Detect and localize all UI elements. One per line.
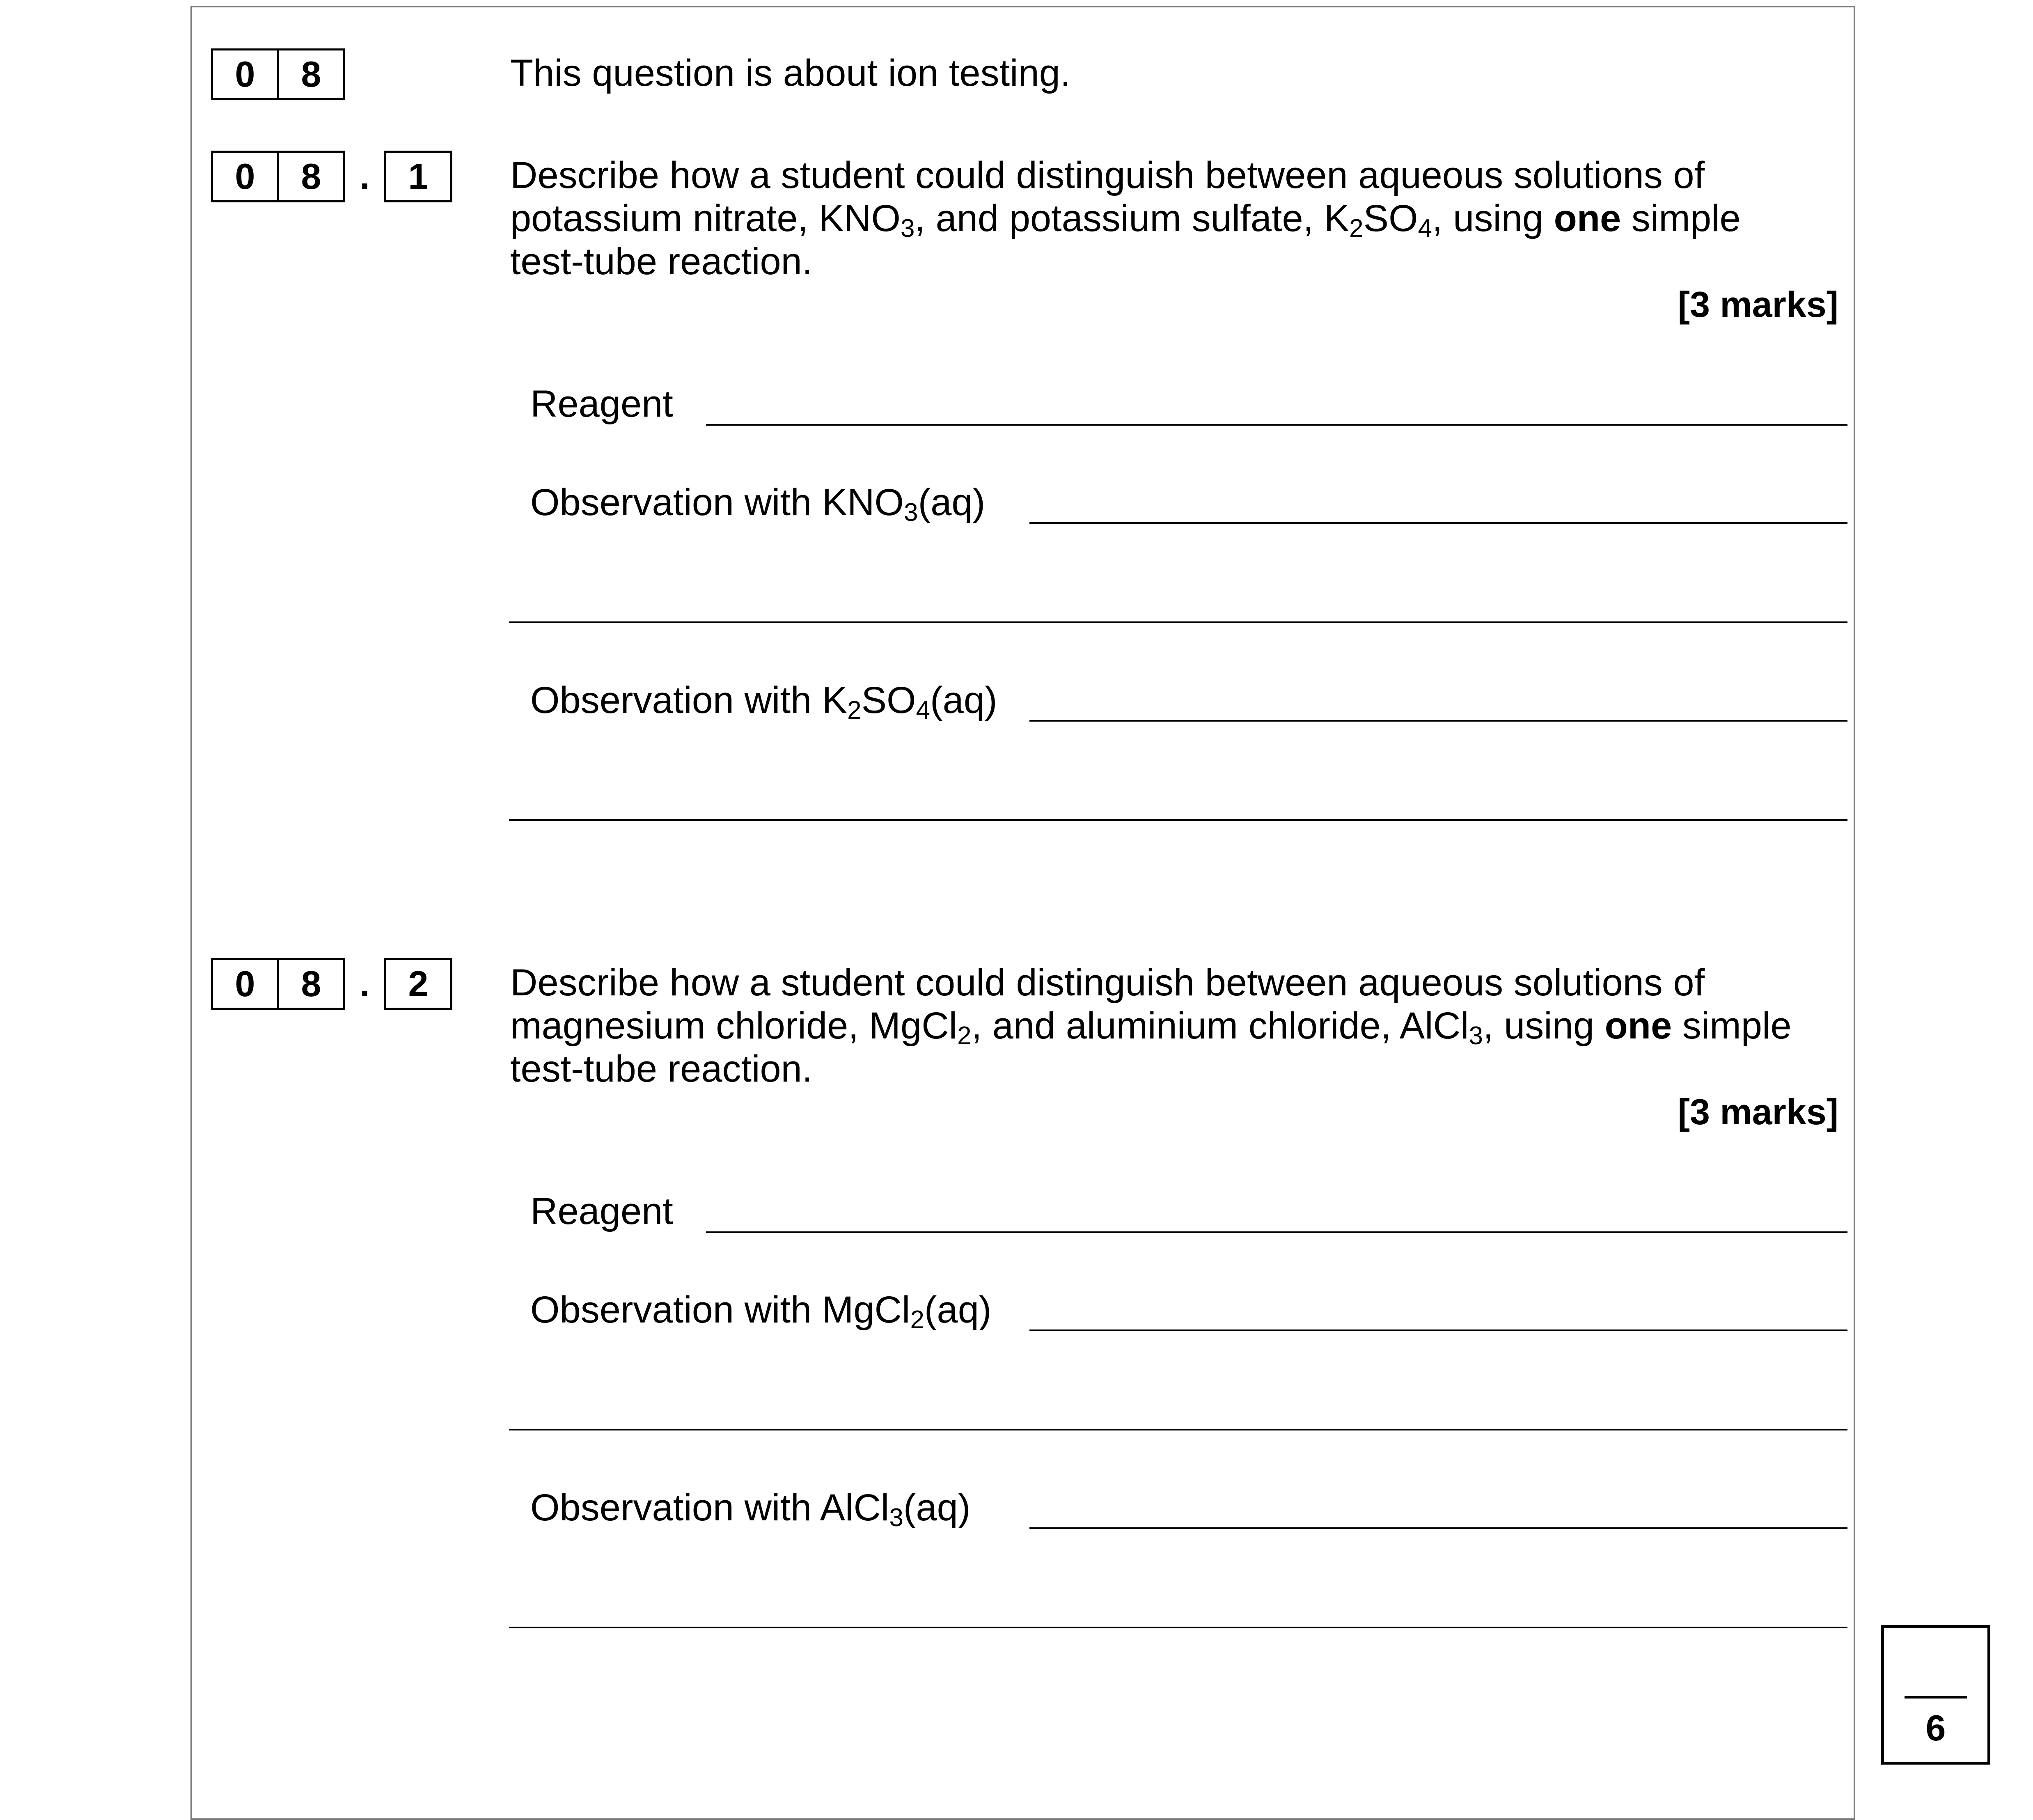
total-divider	[1905, 1696, 1967, 1699]
part-2-observation-2-label: Observation with AlCl$_3$(aq)	[530, 1487, 971, 1532]
page-total-value: 6	[1925, 1708, 1946, 1748]
part-1-observation-1-answer-line[interactable]	[1029, 522, 1847, 524]
part-1-observation-1-label: Observation with $KNO_3(aq)$	[530, 481, 986, 527]
part-subdigit: 1	[384, 151, 452, 202]
question-intro: This question is about ion testing.	[510, 52, 1071, 94]
part-1-text-line2: potassium nitrate, $KNO_3$, and potassium sulfate, $K_2SO_4$, using one simple	[510, 197, 1741, 243]
part-1-reagent-label: Reagent	[530, 383, 673, 425]
question-number-box	[211, 48, 345, 100]
part-1-observation-2-answer-line-2[interactable]	[509, 819, 1847, 821]
part-2-observation-2-answer-line-2[interactable]	[509, 1627, 1847, 1628]
part-2-text-line3: test-tube reaction.	[510, 1048, 813, 1090]
question-digit: 0	[211, 48, 279, 100]
part-1-observation-1-answer-line-2[interactable]	[509, 621, 1847, 623]
page-total-box	[1881, 1625, 1990, 1765]
part-1-marks: [3 marks]	[1678, 284, 1838, 325]
part-2-text-line1: Describe how a student could distinguish between aqueous solutions of	[510, 962, 1705, 1004]
part-1-text-line1: Describe how a student could distinguish between aqueous solutions of	[510, 154, 1705, 196]
question-digit: 8	[279, 48, 345, 100]
part-digit: 0	[211, 958, 279, 1010]
page-frame	[190, 6, 1855, 1820]
part-2-marks: [3 marks]	[1678, 1091, 1838, 1132]
part-2-text-line2: magnesium chloride, MgCl$_2$, and aluminium chloride, AlCl$_3$, using one simple	[510, 1005, 1792, 1050]
part-digit: 8	[279, 151, 345, 202]
part-2-observation-1-answer-line-2[interactable]	[509, 1429, 1847, 1430]
part-1-observation-2-label: Observation with $K_2SO_4(aq)$	[530, 679, 997, 724]
part-number-box-1	[211, 151, 452, 202]
part-2-reagent-label: Reagent	[530, 1190, 673, 1232]
part-1-text-line3: test-tube reaction.	[510, 241, 813, 282]
part-digit: 8	[279, 958, 345, 1010]
part-1-reagent-answer-line[interactable]	[706, 424, 1847, 426]
part-2-observation-1-answer-line[interactable]	[1029, 1329, 1847, 1331]
part-1-observation-2-answer-line[interactable]	[1029, 720, 1847, 722]
part-separator: .	[360, 156, 370, 197]
part-2-observation-1-label: Observation with MgCl$_2$(aq)	[530, 1289, 992, 1334]
part-separator: .	[360, 963, 370, 1004]
part-2-observation-2-answer-line[interactable]	[1029, 1527, 1847, 1529]
part-digit: 0	[211, 151, 279, 202]
part-number-box-2	[211, 958, 452, 1010]
part-subdigit: 2	[384, 958, 452, 1010]
part-2-reagent-answer-line[interactable]	[706, 1231, 1847, 1233]
